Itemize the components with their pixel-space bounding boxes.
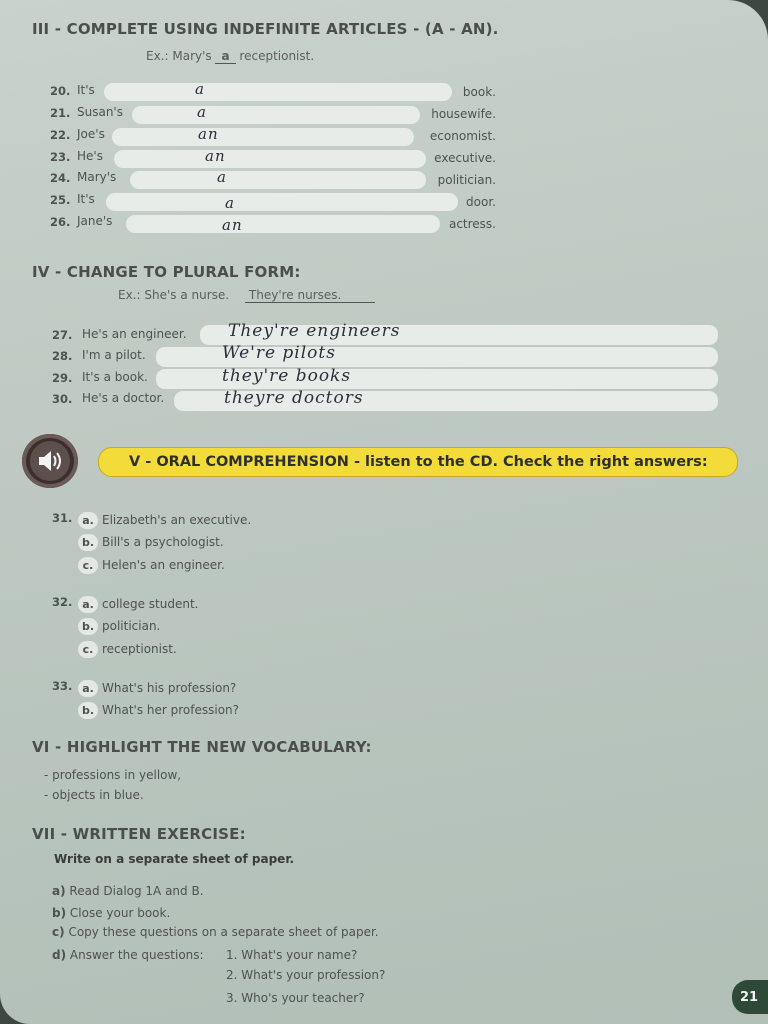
question-number: 31. bbox=[52, 511, 73, 525]
item-suffix: door. bbox=[466, 195, 496, 209]
vocab-bullet: - professions in yellow, bbox=[44, 768, 182, 782]
section-7-subtitle: Write on a separate sheet of paper. bbox=[54, 852, 295, 866]
handwritten-answer: We're pilots bbox=[222, 343, 336, 363]
item-number: 20. bbox=[50, 84, 71, 98]
answer-option[interactable] bbox=[78, 531, 224, 551]
step-text: Answer the questions: bbox=[69, 948, 204, 962]
answer-field[interactable] bbox=[112, 128, 414, 146]
item-number: 27. bbox=[52, 328, 73, 342]
answer-field[interactable] bbox=[104, 83, 452, 101]
option-letter: b. bbox=[78, 618, 98, 635]
handwritten-answer: They're engineers bbox=[228, 321, 401, 341]
answer-field[interactable] bbox=[106, 193, 458, 211]
item-prompt: Mary's bbox=[77, 170, 117, 184]
handwritten-answer: a bbox=[217, 168, 227, 186]
item-suffix: politician. bbox=[437, 173, 496, 187]
step-label: d) bbox=[52, 948, 67, 962]
example-answer: They're nurses. bbox=[245, 288, 375, 303]
item-number: 26. bbox=[50, 215, 71, 229]
example-suffix: receptionist. bbox=[239, 49, 315, 63]
example-answer: a bbox=[215, 49, 235, 64]
option-text: Helen's an engineer. bbox=[102, 558, 225, 572]
section-3-example bbox=[146, 49, 314, 63]
step-text: Read Dialog 1A and B. bbox=[69, 884, 204, 898]
handwritten-answer: an bbox=[205, 147, 226, 165]
answer-option[interactable] bbox=[78, 638, 177, 658]
item-prompt: It's bbox=[77, 192, 95, 206]
item-prompt: It's a book. bbox=[82, 370, 148, 384]
item-prompt: He's bbox=[77, 149, 103, 163]
answer-option[interactable] bbox=[78, 699, 239, 719]
item-prompt: I'm a pilot. bbox=[82, 348, 146, 362]
final-question: 3. Who's your teacher? bbox=[226, 991, 365, 1005]
item-suffix: actress. bbox=[448, 217, 496, 231]
section-5-title: V - ORAL COMPREHENSION - listen to the CD. Check the right answers: bbox=[129, 454, 708, 470]
step-item bbox=[52, 884, 204, 898]
handwritten-answer: they're books bbox=[222, 366, 352, 386]
option-letter: a. bbox=[78, 512, 98, 529]
step-item bbox=[52, 925, 379, 939]
page-number-badge bbox=[732, 980, 768, 1014]
section-5-banner bbox=[98, 447, 738, 477]
final-question: 2. What's your profession? bbox=[226, 968, 386, 982]
handwritten-answer: a bbox=[195, 80, 205, 98]
step-label: c) bbox=[52, 925, 65, 939]
handwritten-answer: a bbox=[197, 103, 207, 121]
step-label: a) bbox=[52, 884, 66, 898]
item-prompt: It's bbox=[77, 83, 95, 97]
answer-option[interactable] bbox=[78, 509, 251, 529]
item-number: 21. bbox=[50, 106, 71, 120]
section-4-title: IV - CHANGE TO PLURAL FORM: bbox=[32, 263, 301, 281]
speaker-icon bbox=[30, 441, 70, 481]
item-prompt: Joe's bbox=[77, 127, 105, 141]
item-number: 22. bbox=[50, 128, 71, 142]
answer-field[interactable] bbox=[130, 171, 426, 189]
item-number: 29. bbox=[52, 371, 73, 385]
step-item bbox=[52, 906, 170, 920]
option-letter: b. bbox=[78, 534, 98, 551]
option-letter: c. bbox=[78, 557, 98, 574]
item-number: 23. bbox=[50, 150, 71, 164]
handwritten-answer: a bbox=[225, 194, 235, 212]
item-suffix: book. bbox=[462, 85, 496, 99]
section-3-title: III - COMPLETE USING INDEFINITE ARTICLES - (A - AN). bbox=[32, 20, 499, 38]
vocab-bullet: - objects in blue. bbox=[44, 788, 144, 802]
example-prefix: Ex.: Mary's bbox=[146, 49, 212, 63]
section-7-title: VII - WRITTEN EXERCISE: bbox=[32, 825, 246, 843]
option-letter: a. bbox=[78, 680, 98, 697]
example-prefix: Ex.: She's a nurse. bbox=[118, 288, 230, 302]
option-text: What's his profession? bbox=[102, 681, 237, 695]
vocab-bullet-text: professions in yellow, bbox=[52, 768, 182, 782]
vocab-bullet-text: objects in blue. bbox=[52, 788, 144, 802]
answer-field[interactable] bbox=[132, 106, 420, 124]
handwritten-answer: theyre doctors bbox=[224, 388, 364, 408]
step-text: Copy these questions on a separate sheet of paper. bbox=[68, 925, 379, 939]
item-number: 24. bbox=[50, 171, 71, 185]
option-text: receptionist. bbox=[102, 642, 177, 656]
handwritten-answer: an bbox=[222, 216, 243, 234]
item-prompt: He's an engineer. bbox=[82, 327, 187, 341]
answer-field[interactable] bbox=[126, 215, 440, 233]
item-prompt: Susan's bbox=[77, 105, 123, 119]
item-number: 28. bbox=[52, 349, 73, 363]
option-text: Elizabeth's an executive. bbox=[102, 513, 252, 527]
section-4-example bbox=[118, 288, 375, 303]
question-number: 33. bbox=[52, 679, 73, 693]
final-question: 1. What's your name? bbox=[226, 948, 358, 962]
audio-button[interactable] bbox=[22, 434, 78, 488]
answer-option[interactable] bbox=[78, 593, 199, 613]
item-prompt: Jane's bbox=[77, 214, 113, 228]
answer-option[interactable] bbox=[78, 554, 225, 574]
option-letter: c. bbox=[78, 641, 98, 658]
option-letter: a. bbox=[78, 596, 98, 613]
item-prompt: He's a doctor. bbox=[82, 391, 165, 405]
option-text: politician. bbox=[102, 619, 161, 633]
step-label: b) bbox=[52, 906, 67, 920]
step-text: Close your book. bbox=[69, 906, 171, 920]
page-number: 21 bbox=[740, 989, 759, 1005]
option-text: college student. bbox=[102, 597, 199, 611]
option-letter: b. bbox=[78, 702, 98, 719]
option-text: What's her profession? bbox=[102, 703, 240, 717]
handwritten-answer: an bbox=[198, 125, 219, 143]
section-6-title: VI - HIGHLIGHT THE NEW VOCABULARY: bbox=[32, 738, 372, 756]
item-suffix: housewife. bbox=[431, 107, 496, 121]
item-number: 30. bbox=[52, 392, 73, 406]
item-suffix: economist. bbox=[429, 129, 496, 143]
option-text: Bill's a psychologist. bbox=[102, 535, 224, 549]
answer-field[interactable] bbox=[114, 150, 426, 168]
answer-option[interactable] bbox=[78, 615, 160, 635]
item-suffix: executive. bbox=[434, 151, 496, 165]
answer-option[interactable] bbox=[78, 677, 236, 697]
step-item bbox=[52, 948, 204, 962]
question-number: 32. bbox=[52, 595, 73, 609]
item-number: 25. bbox=[50, 193, 71, 207]
